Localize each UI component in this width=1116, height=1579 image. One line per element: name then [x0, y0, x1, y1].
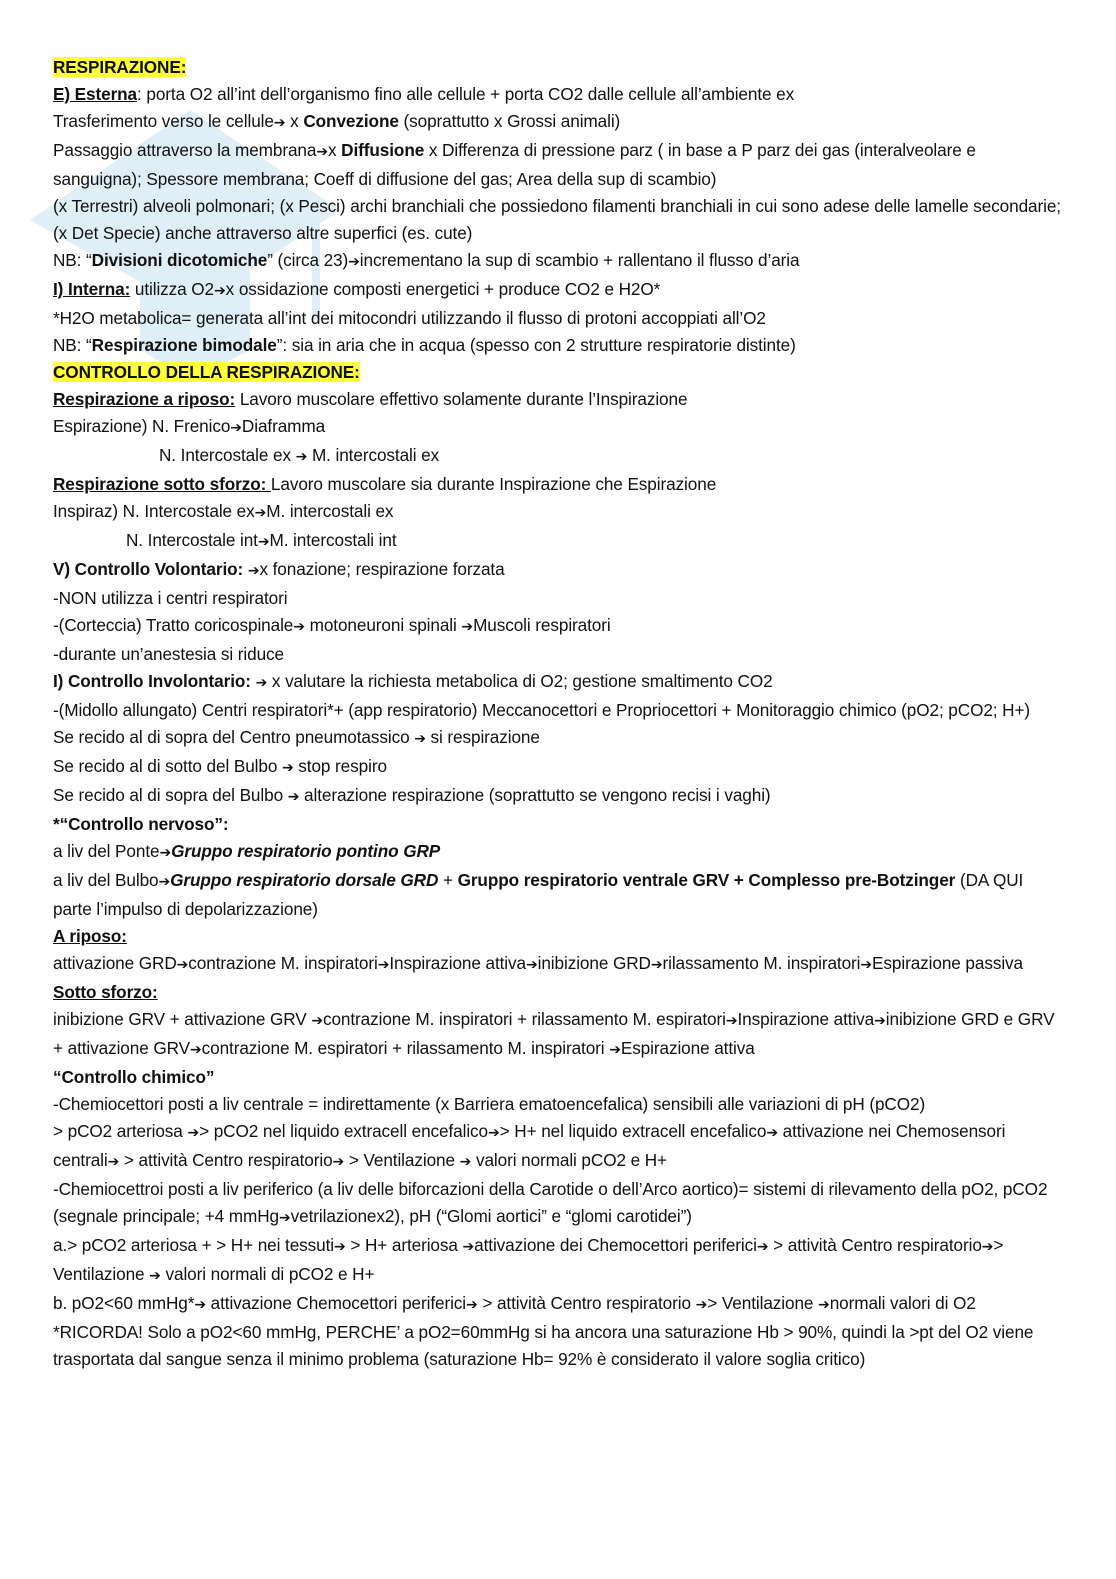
right-arrow-icon: ➔	[348, 254, 360, 270]
line-06: NB: “Divisioni dicotomiche” (circa 23)➔incrementano la sup di scambio + rallentano il flusso d’aria	[53, 250, 800, 270]
right-arrow-icon: ➔	[414, 731, 426, 747]
line-27: a liv del Ponte➔Gruppo respiratorio pontino GRP	[53, 841, 441, 861]
right-arrow-icon: ➔	[214, 283, 226, 299]
right-arrow-icon: ➔	[316, 144, 328, 160]
line-01	[53, 54, 1063, 81]
line-22: -(Midollo allungato) Centri respiratori*+ (app respiratorio) Meccanocettori e Propriocettori + Monitoraggio chimico (pO2; pCO2; H+)	[53, 700, 1031, 720]
right-arrow-icon: ➔	[247, 563, 260, 579]
right-arrow-icon: ➔	[149, 1268, 161, 1284]
right-arrow-icon: ➔	[461, 619, 474, 635]
right-arrow-icon: ➔	[609, 1042, 621, 1058]
right-arrow-icon: ➔	[279, 1210, 291, 1226]
right-arrow-icon: ➔	[194, 1297, 206, 1313]
line-26: *“Controllo nervoso”:	[53, 814, 229, 834]
line-18: -NON utilizza i centri respiratori	[53, 588, 288, 608]
line-07: I) Interna: utilizza O2➔x ossidazione composti energetici + produce CO2 e H2O*	[53, 279, 661, 299]
heading-respirazione: RESPIRAZIONE:	[53, 57, 187, 77]
line-15: Inspiraz) N. Intercostale ex➔M. intercostali ex	[53, 501, 394, 521]
line-21: I) Controllo Involontario: ➔ x valutare la richiesta metabolica di O2; gestione smaltimento CO2	[53, 671, 773, 691]
line-17: V) Controllo Volontario: ➔x fonazione; respirazione forzata	[53, 559, 505, 579]
notes-page	[53, 54, 1063, 1373]
line-20: -durante un’anestesia si riduce	[53, 644, 284, 664]
line-09: NB: “Respirazione bimodale”: sia in aria che in acqua (spesso con 2 strutture respiratorie distinte)	[53, 335, 796, 355]
line-11: Respirazione a riposo: Lavoro muscolare effettivo solamente durante l’Inspirazione	[53, 389, 688, 409]
right-arrow-icon: ➔	[255, 675, 268, 691]
line-16: N. Intercostale int➔M. intercostali int	[126, 530, 397, 550]
right-arrow-icon: ➔	[190, 1042, 202, 1058]
right-arrow-icon: ➔	[332, 1154, 345, 1170]
right-arrow-icon: ➔	[860, 957, 873, 973]
right-arrow-icon: ➔	[725, 1013, 738, 1029]
right-arrow-icon: ➔	[293, 619, 305, 635]
line-36: -Chemiocettroi posti a liv periferico (a liv delle biforcazioni della Carotide o dell’Arco aortico)= sistemi di rilevamento della pO2, pCO2 (segnale principale; +4 mmHg➔vetrilazionex2), pH (“Glomi aortici” e “glomi carotidei”)	[53, 1179, 1048, 1226]
line-38: b. pO2<60 mmHg*➔ attivazione Chemocettori periferici➔ > attività Centro respiratorio ➔> Ventilazione ➔normali valori di O2	[53, 1293, 976, 1313]
right-arrow-icon: ➔	[230, 420, 242, 436]
line-33: “Controllo chimico”	[53, 1067, 215, 1087]
right-arrow-icon: ➔	[377, 957, 390, 973]
right-arrow-icon: ➔	[257, 534, 270, 550]
right-arrow-icon: ➔	[287, 789, 300, 805]
right-arrow-icon: ➔	[158, 874, 171, 890]
line-05: (x Terrestri) alveoli polmonari; (x Pesci) archi branchiali che possiedono filamenti branchiali in cui sono adese delle lamelle secondarie; (x Det Specie) anche attraverso altre superfici (es. cute)	[53, 196, 1061, 243]
line-19: -(Corteccia) Tratto coricospinale➔ motoneuroni spinali ➔Muscoli respiratori	[53, 615, 611, 635]
line-30: attivazione GRD➔contrazione M. inspiratori➔Inspirazione attiva➔inibizione GRD➔rilassamento M. inspiratori➔Espirazione passiva	[53, 953, 1023, 973]
line-37: a.> pCO2 arteriosa + > H+ nei tessuti➔ > H+ arteriosa ➔attivazione dei Chemocettori periferici➔ > attività Centro respiratorio➔> Ventilazione ➔ valori normali di pCO2 e H+	[53, 1235, 1004, 1284]
right-arrow-icon: ➔	[311, 1013, 323, 1029]
line-35: > pCO2 arteriosa ➔> pCO2 nel liquido extracell encefalico➔> H+ nel liquido extracell encefalico➔ attivazione nei Chemosensori centrali➔ > attività Centro respiratorio➔ > Ventilazione ➔ valori normali pCO2 e H+	[53, 1121, 1006, 1170]
heading-controllo: CONTROLLO DELLA RESPIRAZIONE:	[53, 362, 360, 382]
line-10	[53, 359, 1063, 386]
right-arrow-icon: ➔	[107, 1154, 120, 1170]
right-arrow-icon: ➔	[187, 1125, 200, 1141]
right-arrow-icon: ➔	[273, 115, 286, 131]
right-arrow-icon: ➔	[818, 1297, 830, 1313]
line-31: Sotto sforzo:	[53, 982, 158, 1002]
right-arrow-icon: ➔	[459, 1154, 472, 1170]
line-39: *RICORDA! Solo a pO2<60 mmHg, PERCHE’ a pO2=60mmHg si ha ancora una saturazione Hb > 90%, quindi la >pt del O2 viene trasportata dal sangue senza il minimo problema (saturazione Hb= 92% è considerato il valore soglia critico)	[53, 1322, 1034, 1369]
line-32: inibizione GRV + attivazione GRV ➔contrazione M. inspiratori + rilassamento M. espiratori➔Inspirazione attiva➔inibizione GRD e GRV + attivazione GRV➔contrazione M. espiratori + rilassamento M. inspiratori ➔Espirazione attiva	[53, 1009, 1055, 1058]
right-arrow-icon: ➔	[525, 957, 538, 973]
right-arrow-icon: ➔	[466, 1297, 478, 1313]
line-23: Se recido al di sopra del Centro pneumotassico ➔ si respirazione	[53, 727, 540, 747]
line-25: Se recido al di sopra del Bulbo ➔ alterazione respirazione (soprattutto se vengono recisi i vaghi)	[53, 785, 771, 805]
right-arrow-icon: ➔	[159, 845, 172, 861]
right-arrow-icon: ➔	[488, 1125, 500, 1141]
line-04: Passaggio attraverso la membrana➔x Diffusione x Differenza di pressione parz ( in base a P parz dei gas (interalveolare e sanguigna); Spessore membrana; Coeff di diffusione del gas; Area della sup di scambio)	[53, 140, 976, 189]
right-arrow-icon: ➔	[766, 1125, 778, 1141]
right-arrow-icon: ➔	[756, 1239, 769, 1255]
line-34: -Chemiocettori posti a liv centrale = indirettamente (x Barriera ematoencefalica) sensibili alle variazioni di pH (pCO2)	[53, 1094, 926, 1114]
right-arrow-icon: ➔	[176, 957, 189, 973]
line-29: A riposo:	[53, 926, 127, 946]
right-arrow-icon: ➔	[695, 1297, 708, 1313]
right-arrow-icon: ➔	[254, 505, 267, 521]
right-arrow-icon: ➔	[295, 449, 308, 465]
line-08: *H2O metabolica= generata all’int dei mitocondri utilizzando il flusso di protoni accoppiati all’O2	[53, 308, 766, 328]
line-14: Respirazione sotto sforzo: Lavoro muscolare sia durante Inspirazione che Espirazione	[53, 474, 717, 494]
right-arrow-icon: ➔	[334, 1239, 346, 1255]
right-arrow-icon: ➔	[981, 1239, 994, 1255]
right-arrow-icon: ➔	[874, 1013, 886, 1029]
right-arrow-icon: ➔	[650, 957, 663, 973]
line-03: Trasferimento verso le cellule➔ x Convezione (soprattutto x Grossi animali)	[53, 111, 621, 131]
right-arrow-icon: ➔	[281, 760, 294, 776]
line-02: E) Esterna: porta O2 all’int dell’organismo fino alle cellule + porta CO2 dalle cellule all’ambiente ex	[53, 84, 795, 104]
line-12: Espirazione) N. Frenico➔Diaframma	[53, 416, 326, 436]
line-28: a liv del Bulbo➔Gruppo respiratorio dorsale GRD + Gruppo respiratorio ventrale GRV + Complesso pre-Botzinger (DA QUI parte l’impulso di depolarizzazione)	[53, 870, 1024, 919]
line-24: Se recido al di sotto del Bulbo ➔ stop respiro	[53, 756, 387, 776]
right-arrow-icon: ➔	[462, 1239, 475, 1255]
line-13: N. Intercostale ex ➔ M. intercostali ex	[159, 445, 440, 465]
